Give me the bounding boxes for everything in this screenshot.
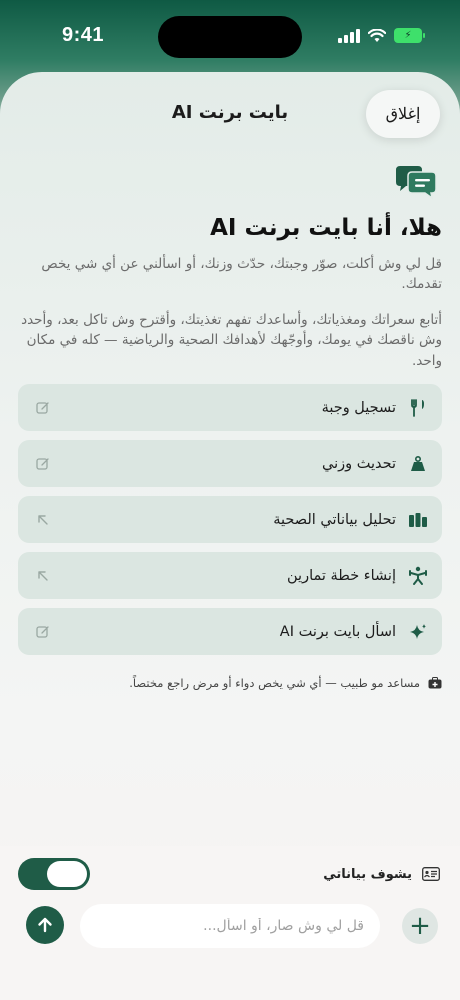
- close-button[interactable]: إغلاق: [366, 90, 440, 138]
- disclaimer: [18, 676, 442, 690]
- action-update-weight[interactable]: [18, 440, 442, 487]
- message-input[interactable]: [80, 904, 380, 948]
- add-attachment-button[interactable]: +: [402, 908, 438, 944]
- greeting-heading: هلا، أنا بايت برنت AI: [210, 215, 442, 241]
- arrow-up-left-icon: [36, 569, 50, 583]
- sparkles-icon: [408, 622, 428, 642]
- weight-icon: [408, 454, 428, 474]
- action-analyze-health[interactable]: [18, 496, 442, 543]
- intro-text-2: أتابع سعراتك ومغذياتك، وأساعدك تفهم تغذيتك، وأقترح وش تاكل بعد، وأحدد وش ناقصك في يومك، وأوجّهك لأهدافك الصحية والرياضية — كله في مكان واحد.: [21, 312, 442, 369]
- quick-actions: [18, 384, 442, 664]
- dynamic-island: [158, 16, 302, 58]
- action-label: تسجيل وجبة: [321, 399, 396, 416]
- action-create-workout[interactable]: [18, 552, 442, 599]
- arrow-up-left-icon: [36, 513, 50, 527]
- utensils-icon: [408, 398, 428, 418]
- message-row: [0, 902, 460, 950]
- action-label: تحديث وزني: [321, 455, 396, 472]
- action-ask-ai[interactable]: [18, 608, 442, 655]
- action-label: تحليل بياناتي الصحية: [273, 511, 396, 528]
- action-label: إنشاء خطة تمارين: [287, 567, 396, 584]
- data-access-label: يشوف بياناتي: [323, 866, 412, 882]
- edit-icon: [36, 625, 50, 639]
- status-time: 9:41: [62, 24, 105, 46]
- composer-bar: [0, 846, 460, 1000]
- sheet-header: [0, 72, 460, 158]
- edit-icon: [36, 401, 50, 415]
- bar-chart-icon: [408, 510, 428, 530]
- disclaimer-text: مساعد مو طبيب — أي شي يخص دواء أو مرض راجع مختصاً.: [129, 676, 420, 690]
- data-access-row: [18, 858, 440, 890]
- exercise-icon: [408, 566, 428, 586]
- action-label: اسأل بايت برنت AI: [279, 623, 396, 640]
- arrow-up-icon: [36, 916, 54, 934]
- chat-bubbles-icon: [392, 164, 438, 200]
- sheet-title: بايت برنت AI: [171, 102, 289, 123]
- status-icons: [338, 28, 422, 43]
- send-button[interactable]: [26, 906, 64, 944]
- edit-icon: [36, 457, 50, 471]
- data-access-toggle[interactable]: [18, 858, 90, 890]
- battery-icon: ⚡: [394, 28, 422, 43]
- intro-text-1: قل لي وش أكلت، صوّر وجبتك، حدّث وزنك، أو اسألني عن أي شي يخص تقدمك.: [41, 256, 442, 293]
- signal-icon: [338, 29, 360, 43]
- status-bar: [0, 0, 460, 72]
- wifi-icon: [368, 29, 386, 43]
- action-log-meal[interactable]: [18, 384, 442, 431]
- id-card-icon: [422, 867, 440, 881]
- medical-kit-icon: [428, 677, 442, 689]
- toggle-knob: [47, 861, 87, 887]
